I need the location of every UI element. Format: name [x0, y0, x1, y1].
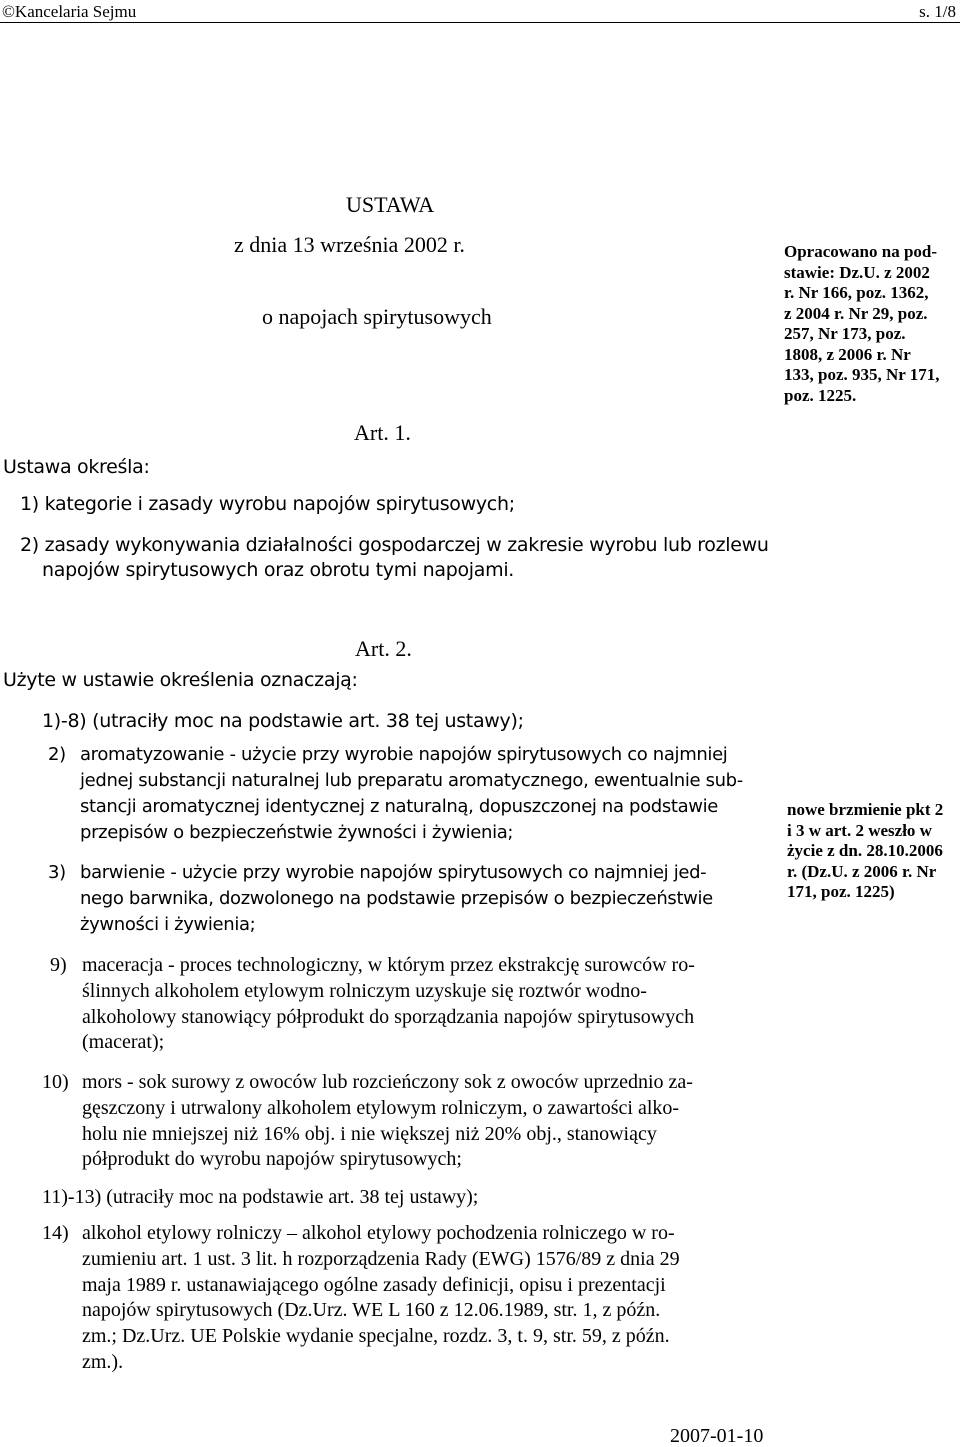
item-number: 10): [42, 1071, 69, 1093]
item-line: holu nie mniejszej niż 16% obj. i nie większej niż 20% obj., stanowiący: [82, 1122, 657, 1145]
item-line: aromatyzowanie - użycie przy wyrobie napojów spirytusowych co najmniej: [80, 744, 728, 765]
header-divider: [0, 22, 960, 23]
art1-item-2-line1: 2) zasady wykonywania działalności gospodarczej w zakresie wyrobu lub rozlewu: [20, 534, 769, 556]
footer-date: 2007-01-10: [670, 1425, 764, 1447]
amendment-note-line: życie z dn. 28.10.2006: [787, 841, 943, 860]
item-number: 3): [48, 862, 66, 883]
item-number: 11)-13): [42, 1186, 102, 1208]
item-line: zumieniu art. 1 ust. 3 lit. h rozporządzenia Rady (EWG) 1576/89 z dnia 29: [82, 1247, 680, 1270]
source-note-line: 1808, z 2006 r. Nr: [784, 344, 911, 364]
item-line: przepisów o bezpieczeństwie żywności i żywienia;: [80, 822, 514, 843]
item-line: maceracja - proces technologiczny, w którym przez ekstrakcję surowców ro-: [82, 954, 695, 976]
art2-item-2: [42, 742, 777, 846]
item-line: stancji aromatycznej identycznej z naturalną, dopuszczonej na podstawie: [80, 796, 719, 817]
art2-item-3: [42, 860, 777, 938]
item-line: alkoholowy stanowiący półprodukt do sporządzania napojów spirytusowych: [82, 1005, 695, 1028]
source-note-line: stawie: Dz.U. z 2002: [784, 262, 930, 282]
item-number: 14): [42, 1222, 69, 1244]
item-line: barwienie - użycie przy wyrobie napojów spirytusowych co najmniej jed-: [80, 862, 707, 883]
item-line: napojów spirytusowych (Dz.Urz. WE L 160 z 12.06.1989, str. 1, z późn.: [82, 1299, 661, 1322]
art2-intro: Użyte w ustawie określenia oznaczają:: [3, 669, 358, 691]
art2-items-1-8: 1)-8) (utraciły moc na podstawie art. 38 tej ustawy);: [42, 710, 524, 732]
document-title: USTAWA: [346, 192, 435, 217]
item-line: alkohol etylowy rolniczy – alkohol etylowy pochodzenia rolniczego w ro-: [82, 1222, 675, 1244]
art2-item-10: [42, 1070, 774, 1173]
source-note-line: Opracowano na pod-: [784, 242, 938, 261]
source-note-line: z 2004 r. Nr 29, poz.: [784, 303, 928, 323]
art2-items-11-13: [42, 1185, 774, 1211]
item-line: maja 1989 r. ustanawiającego ogólne zasady definicji, opisu i prezentacji: [82, 1273, 666, 1296]
source-note-line: poz. 1225.: [784, 385, 857, 405]
document-subject: o napojach spirytusowych: [262, 304, 492, 329]
item-line: zm.; Dz.Urz. UE Polskie wydanie specjalne, rozdz. 3, t. 9, str. 59, z późn.: [82, 1325, 670, 1348]
item-number: 9): [50, 954, 67, 976]
art1-intro: Ustawa określa:: [3, 456, 150, 478]
amendment-note: [787, 800, 960, 903]
item-line: półprodukt do wyrobu napojów spirytusowych;: [82, 1148, 462, 1171]
item-line: jednej substancji naturalnej lub preparatu aromatycznego, ewentualnie sub-: [80, 770, 743, 791]
document-date: z dnia 13 września 2002 r.: [234, 232, 465, 257]
item-line: (macerat);: [82, 1031, 165, 1054]
amendment-note-line: r. (Dz.U. z 2006 r. Nr: [787, 861, 937, 881]
header-page-number: s. 1/8: [919, 2, 956, 21]
item-line: zm.).: [82, 1350, 124, 1373]
amendment-note-line: nowe brzmienie pkt 2: [787, 800, 944, 819]
amendment-note-line: 171, poz. 1225): [787, 882, 895, 901]
source-note: [784, 242, 960, 406]
art2-item-9: [50, 953, 774, 1056]
source-note-line: 257, Nr 173, poz.: [784, 324, 906, 343]
art1-item-2-line2: napojów spirytusowych oraz obrotu tymi napojami.: [42, 559, 515, 581]
item-line: ślinnych alkoholem etylowym rolniczym uzyskuje się roztwór wodno-: [82, 979, 647, 1002]
art1-heading: Art. 1.: [354, 420, 411, 445]
item-line: żywności i żywienia;: [80, 914, 256, 935]
item-line: (utraciły moc na podstawie art. 38 tej ustawy);: [106, 1186, 479, 1208]
item-line: gęszczony i utrwalony alkoholem etylowym rolniczym, o zawartości alko-: [82, 1096, 680, 1119]
source-note-line: 133, poz. 935, Nr 171,: [784, 365, 940, 384]
header-source: ©Kancelaria Sejmu: [2, 2, 137, 21]
amendment-note-line: i 3 w art. 2 weszło w: [787, 820, 932, 840]
source-note-line: r. Nr 166, poz. 1362,: [784, 283, 929, 302]
art2-heading: Art. 2.: [355, 636, 412, 661]
item-number: 2): [48, 744, 66, 765]
art2-item-14: [42, 1221, 774, 1376]
item-line: mors - sok surowy z owoców lub rozcieńczony sok z owoców uprzednio za-: [82, 1071, 693, 1093]
art1-item-1: 1) kategorie i zasady wyrobu napojów spirytusowych;: [20, 493, 515, 515]
item-line: nego barwnika, dozwolonego na podstawie przepisów o bezpieczeństwie: [80, 888, 713, 909]
